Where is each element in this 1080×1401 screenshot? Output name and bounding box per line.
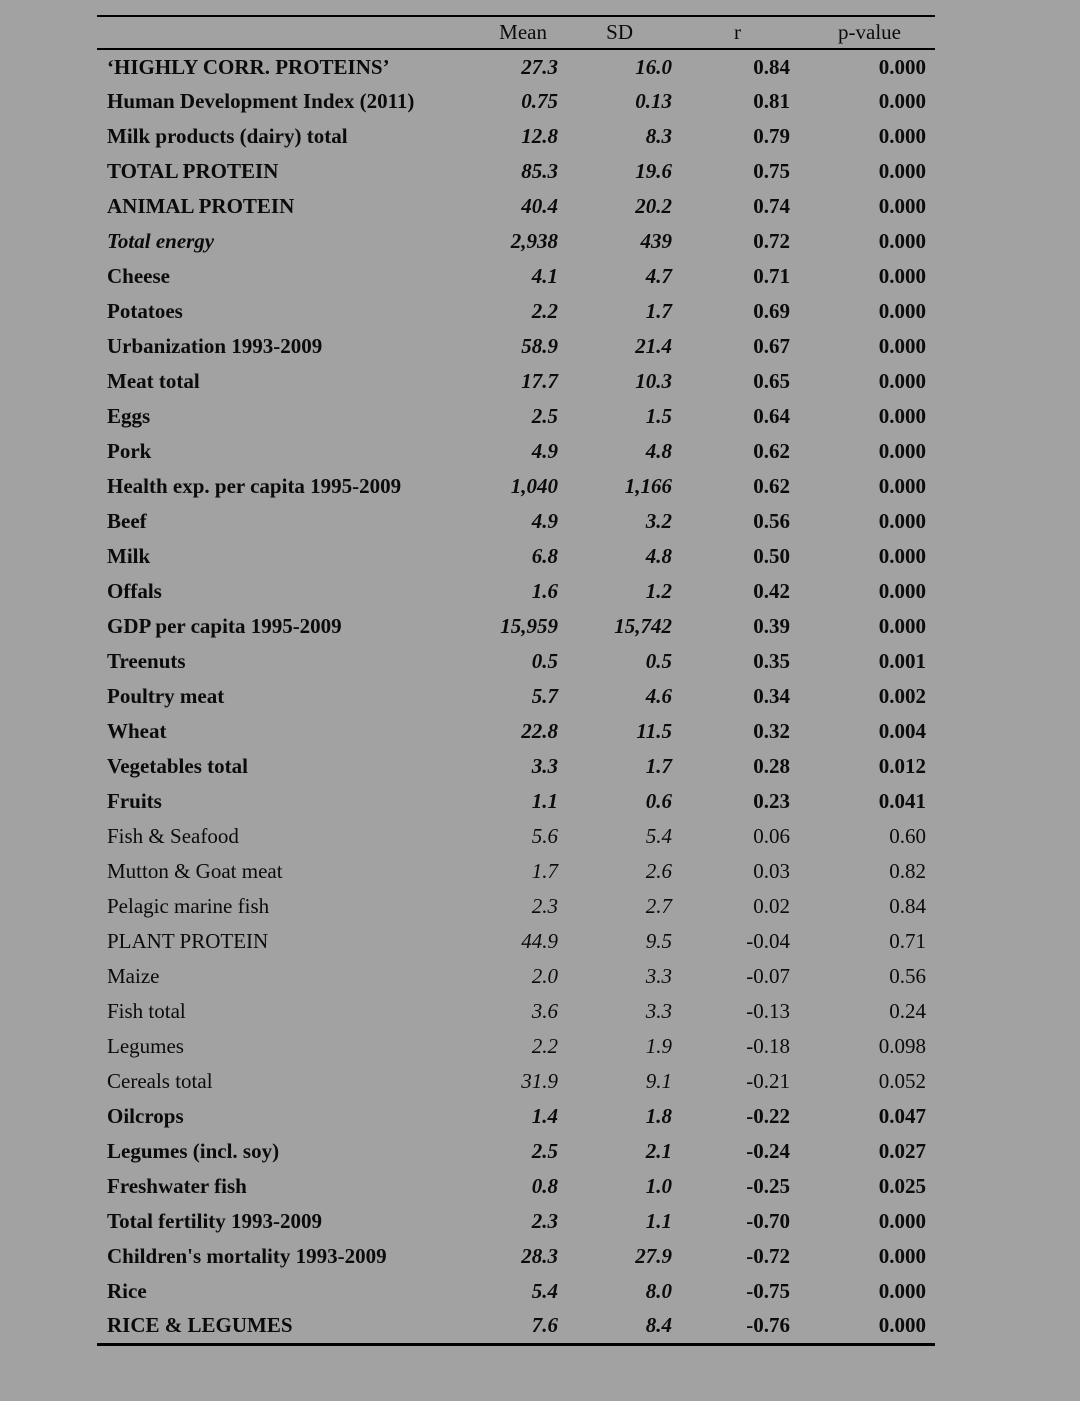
pvalue-value: 0.000	[878, 614, 926, 638]
r-value: 0.65	[753, 369, 790, 393]
table-row	[97, 259, 935, 294]
row-label: Maize	[107, 964, 160, 988]
table-row	[97, 819, 935, 854]
row-label: Urbanization 1993-2009	[107, 334, 323, 358]
sd-value: 3.2	[645, 509, 672, 533]
mean-value: 2.3	[531, 1209, 558, 1233]
table-row	[97, 399, 935, 434]
header-pvalue: p-value	[838, 20, 901, 44]
pvalue-value: 0.000	[878, 54, 926, 79]
pvalue-value: 0.000	[878, 194, 926, 218]
sd-value: 20.2	[635, 194, 672, 218]
pvalue-value: 0.000	[878, 124, 926, 148]
sd-value: 3.3	[645, 999, 672, 1023]
pvalue-value: 0.000	[878, 474, 926, 498]
table-row	[97, 469, 935, 504]
pvalue-value: 0.041	[878, 789, 926, 813]
table-row	[97, 294, 935, 329]
row-label: Total fertility 1993-2009	[107, 1209, 323, 1233]
row-label: Offals	[107, 579, 162, 603]
correlation-table	[97, 15, 935, 1346]
row-label: Cereals total	[107, 1069, 213, 1093]
mean-value: 1,040	[510, 474, 558, 498]
mean-value: 2.3	[531, 894, 558, 918]
table-row	[97, 1274, 935, 1309]
sd-value: 21.4	[635, 334, 672, 358]
row-label: RICE & LEGUMES	[107, 1313, 293, 1338]
mean-value: 58.9	[521, 334, 558, 358]
row-label: Human Development Index (2011)	[107, 89, 415, 113]
table-row	[97, 574, 935, 609]
sd-value: 4.8	[645, 439, 672, 463]
row-label: Vegetables total	[107, 754, 248, 778]
r-value: 0.42	[753, 579, 790, 603]
r-value: -0.21	[746, 1069, 790, 1093]
table-row	[97, 1029, 935, 1064]
row-label: Milk	[107, 544, 151, 568]
table-row	[97, 1134, 935, 1169]
row-label: ANIMAL PROTEIN	[107, 194, 295, 218]
r-value: 0.23	[753, 789, 790, 813]
r-value: -0.76	[746, 1313, 790, 1338]
row-label: Meat total	[107, 369, 200, 393]
sd-value: 1.9	[645, 1034, 672, 1058]
row-label: PLANT PROTEIN	[107, 929, 269, 953]
r-value: -0.72	[746, 1244, 790, 1268]
row-label: Legumes (incl. soy)	[107, 1139, 280, 1163]
table-row	[97, 84, 935, 119]
mean-value: 1.6	[531, 579, 558, 603]
pvalue-value: 0.000	[878, 369, 926, 393]
r-value: -0.25	[746, 1174, 790, 1198]
mean-value: 28.3	[521, 1244, 558, 1268]
pvalue-value: 0.60	[889, 824, 926, 848]
mean-value: 7.6	[531, 1313, 558, 1338]
sd-value: 4.6	[645, 684, 672, 708]
r-value: 0.62	[753, 439, 790, 463]
pvalue-value: 0.71	[889, 929, 926, 953]
sd-value: 439	[640, 229, 672, 253]
r-value: 0.67	[753, 334, 790, 358]
table-row	[97, 679, 935, 714]
pvalue-value: 0.82	[889, 859, 926, 883]
row-label: Eggs	[107, 404, 151, 428]
r-value: -0.07	[746, 964, 790, 988]
pvalue-value: 0.84	[889, 894, 926, 918]
sd-value: 1.0	[645, 1174, 672, 1198]
r-value: 0.62	[753, 474, 790, 498]
mean-value: 2.5	[531, 404, 558, 428]
mean-value: 1.7	[531, 859, 558, 883]
row-label: Freshwater fish	[107, 1174, 247, 1198]
sd-value: 9.5	[645, 929, 672, 953]
table-row	[97, 154, 935, 189]
sd-value: 0.5	[645, 649, 672, 673]
r-value: 0.35	[753, 649, 790, 673]
table-row	[97, 504, 935, 539]
table-row	[97, 1169, 935, 1204]
mean-value: 15,959	[500, 614, 558, 638]
row-label: TOTAL PROTEIN	[107, 159, 279, 183]
table-row	[97, 994, 935, 1029]
row-label: Fruits	[107, 789, 162, 813]
pvalue-value: 0.000	[878, 334, 926, 358]
r-value: 0.50	[753, 544, 790, 568]
mean-value: 4.1	[531, 264, 558, 288]
pvalue-value: 0.000	[878, 1313, 926, 1338]
table-row	[97, 539, 935, 574]
row-label: Fish & Seafood	[107, 824, 239, 848]
header-row	[97, 16, 935, 49]
mean-value: 0.5	[531, 649, 558, 673]
r-value: 0.71	[753, 264, 790, 288]
row-label: Oilcrops	[107, 1104, 184, 1128]
r-value: -0.24	[746, 1139, 790, 1163]
r-value: 0.06	[753, 824, 790, 848]
row-label: Children's mortality 1993-2009	[107, 1244, 387, 1268]
pvalue-value: 0.047	[878, 1104, 926, 1128]
mean-value: 1.4	[531, 1104, 558, 1128]
r-value: 0.74	[753, 194, 790, 218]
header-sd: SD	[606, 20, 633, 44]
mean-value: 44.9	[521, 929, 558, 953]
r-value: 0.72	[753, 229, 790, 253]
pvalue-value: 0.098	[878, 1034, 926, 1058]
table-row	[97, 49, 935, 84]
row-label: Milk products (dairy) total	[107, 124, 348, 148]
mean-value: 1.1	[531, 789, 558, 813]
sd-value: 0.13	[635, 89, 672, 113]
r-value: 0.34	[753, 684, 790, 708]
row-label: Wheat	[107, 719, 167, 743]
mean-value: 3.3	[531, 754, 558, 778]
table-row	[97, 749, 935, 784]
sd-value: 0.6	[645, 789, 672, 813]
r-value: -0.18	[746, 1034, 790, 1058]
mean-value: 2.0	[531, 964, 558, 988]
header-mean: Mean	[499, 20, 547, 44]
table-row	[97, 1099, 935, 1134]
sd-value: 1.5	[645, 404, 672, 428]
table-row	[97, 224, 935, 259]
mean-value: 5.6	[531, 824, 558, 848]
sd-value: 5.4	[645, 824, 672, 848]
sd-value: 19.6	[635, 159, 672, 183]
table-row	[97, 1064, 935, 1099]
row-label: Poultry meat	[107, 684, 225, 708]
pvalue-value: 0.000	[878, 299, 926, 323]
table-row	[97, 959, 935, 994]
r-value: -0.75	[746, 1279, 790, 1303]
pvalue-value: 0.000	[878, 439, 926, 463]
row-label: Fish total	[107, 999, 186, 1023]
mean-value: 6.8	[531, 544, 558, 568]
table-row	[97, 189, 935, 224]
table-row	[97, 329, 935, 364]
sd-value: 1,166	[624, 474, 672, 498]
sd-value: 1.7	[645, 754, 672, 778]
sd-value: 15,742	[614, 614, 672, 638]
pvalue-value: 0.000	[878, 579, 926, 603]
mean-value: 17.7	[521, 369, 558, 393]
sd-value: 8.0	[645, 1279, 672, 1303]
r-value: 0.81	[753, 89, 790, 113]
mean-value: 5.4	[531, 1279, 558, 1303]
row-label: Pork	[107, 439, 152, 463]
mean-value: 4.9	[531, 439, 558, 463]
sd-value: 3.3	[645, 964, 672, 988]
sd-value: 2.6	[645, 859, 672, 883]
table-row	[97, 784, 935, 819]
mean-value: 2,938	[510, 229, 558, 253]
sd-value: 11.5	[636, 719, 672, 743]
pvalue-value: 0.000	[878, 264, 926, 288]
table-row	[97, 1309, 935, 1344]
pvalue-value: 0.000	[878, 544, 926, 568]
sd-value: 1.8	[645, 1104, 672, 1128]
pvalue-value: 0.000	[878, 89, 926, 113]
mean-value: 0.8	[531, 1174, 558, 1198]
sd-value: 8.3	[645, 124, 672, 148]
sd-value: 4.8	[645, 544, 672, 568]
pvalue-value: 0.000	[878, 509, 926, 533]
mean-value: 27.3	[521, 54, 558, 79]
r-value: 0.75	[753, 159, 790, 183]
mean-value: 0.75	[521, 89, 558, 113]
pvalue-value: 0.000	[878, 229, 926, 253]
pvalue-value: 0.000	[878, 1209, 926, 1233]
sd-value: 1.1	[645, 1209, 672, 1233]
r-value: -0.13	[746, 999, 790, 1023]
sd-value: 2.1	[645, 1139, 672, 1163]
mean-value: 5.7	[531, 684, 558, 708]
row-label: Rice	[107, 1279, 147, 1303]
mean-value: 31.9	[521, 1069, 558, 1093]
r-value: 0.28	[753, 754, 790, 778]
table-row	[97, 1204, 935, 1239]
row-label: ‘HIGHLY CORR. PROTEINS’	[107, 54, 390, 79]
sd-value: 1.7	[645, 299, 672, 323]
r-value: 0.39	[753, 614, 790, 638]
pvalue-value: 0.000	[878, 404, 926, 428]
row-label: Beef	[107, 509, 147, 533]
table-row	[97, 434, 935, 469]
row-label: Pelagic marine fish	[107, 894, 270, 918]
table-row	[97, 364, 935, 399]
r-value: 0.64	[753, 404, 790, 428]
mean-value: 4.9	[531, 509, 558, 533]
pvalue-value: 0.000	[878, 1244, 926, 1268]
table-row	[97, 1239, 935, 1274]
table-row	[97, 644, 935, 679]
pvalue-value: 0.002	[878, 684, 926, 708]
table-row	[97, 609, 935, 644]
row-label: Potatoes	[107, 299, 183, 323]
sd-value: 16.0	[635, 54, 672, 79]
mean-value: 2.2	[531, 1034, 558, 1058]
mean-value: 40.4	[521, 194, 558, 218]
r-value: 0.69	[753, 299, 790, 323]
r-value: 0.56	[753, 509, 790, 533]
header-variable-blank	[97, 16, 412, 49]
pvalue-value: 0.001	[878, 649, 926, 673]
pvalue-value: 0.24	[889, 999, 926, 1023]
row-label: GDP per capita 1995-2009	[107, 614, 342, 638]
r-value: 0.84	[753, 54, 790, 79]
r-value: -0.70	[746, 1209, 790, 1233]
sd-value: 1.2	[645, 579, 672, 603]
sd-value: 8.4	[645, 1313, 672, 1338]
pvalue-value: 0.000	[878, 159, 926, 183]
pvalue-value: 0.012	[878, 754, 926, 778]
mean-value: 12.8	[521, 124, 558, 148]
sd-value: 10.3	[635, 369, 672, 393]
r-value: 0.03	[753, 859, 790, 883]
header-r: r	[734, 20, 741, 44]
table-row	[97, 119, 935, 154]
table-row	[97, 854, 935, 889]
sd-value: 27.9	[635, 1244, 672, 1268]
pvalue-value: 0.025	[878, 1174, 926, 1198]
table-row	[97, 714, 935, 749]
row-label: Health exp. per capita 1995-2009	[107, 474, 402, 498]
r-value: 0.79	[753, 124, 790, 148]
mean-value: 85.3	[521, 159, 558, 183]
row-label: Treenuts	[107, 649, 186, 673]
mean-value: 22.8	[521, 719, 558, 743]
r-value: 0.02	[753, 894, 790, 918]
pvalue-value: 0.004	[878, 719, 926, 743]
sd-value: 9.1	[645, 1069, 672, 1093]
table-row	[97, 889, 935, 924]
mean-value: 2.2	[531, 299, 558, 323]
row-label: Mutton & Goat meat	[107, 859, 283, 883]
row-label: Legumes	[107, 1034, 184, 1058]
pvalue-value: 0.027	[878, 1139, 926, 1163]
mean-value: 2.5	[531, 1139, 558, 1163]
sd-value: 4.7	[645, 264, 672, 288]
pvalue-value: 0.56	[889, 964, 926, 988]
row-label: Cheese	[107, 264, 170, 288]
r-value: -0.22	[746, 1104, 790, 1128]
r-value: 0.32	[753, 719, 790, 743]
table-row	[97, 924, 935, 959]
pvalue-value: 0.052	[878, 1069, 926, 1093]
pvalue-value: 0.000	[878, 1279, 926, 1303]
sd-value: 2.7	[645, 894, 672, 918]
r-value: -0.04	[746, 929, 790, 953]
row-label: Total energy	[107, 229, 215, 253]
mean-value: 3.6	[531, 999, 558, 1023]
